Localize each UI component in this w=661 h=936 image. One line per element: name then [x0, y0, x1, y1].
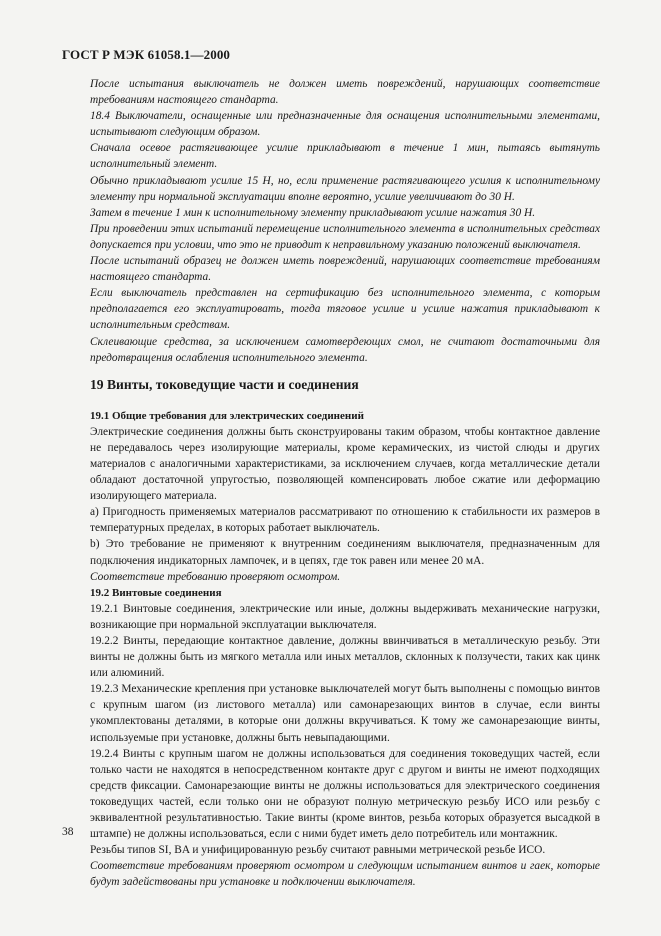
subsection-title-19-1: 19.1 Общие требования для электрических соединений [90, 409, 364, 422]
page-number: 38 [62, 826, 74, 838]
paragraph: Электрические соединения должны быть сконструированы таким образом, чтобы контактное давление не передавалось через изолирующие материалы, кроме керамических, из чистой слюды и других материалов с аналогичными характеристиками, за исключением случаев, когда металлические детали обладают достаточной упругостью, позволяющей компенсировать любое сжатие или деформацию изолирующего материала. [90, 425, 600, 503]
paragraph: 18.4 Выключатели, оснащенные или предназначенные для оснащения исполнительными элементами, испытывают следующим образом. [90, 110, 600, 139]
paragraph: Если выключатель представлен на сертификацию без исполнительного элемента, с которым предполагается его эксплуатировать, тогда тяговое усилие и усилие нажатия прикладывают к исполнительным средствам. [90, 287, 600, 332]
paragraph: а) Пригодность применяемых материалов рассматривают по отношению к стабильности их размеров в температурных пределах, в которых работает выключатель. [90, 506, 600, 535]
paragraph: Затем в течение 1 мин к исполнительному элементу прикладывают усилие нажатия 30 Н. [90, 206, 536, 219]
subsection-title-19-2: 19.2 Винтовые соединения [90, 586, 222, 599]
paragraph: После испытаний образец не должен иметь повреждений, нарушающих соответствие требованиям настоящего стандарта. [90, 255, 600, 284]
paragraph: Склеивающие средства, за исключением самотвердеющих смол, не считают достаточными для предотвращения ослабления исполнительного элемента. [90, 335, 600, 364]
paragraph: После испытания выключатель не должен иметь повреждений, нарушающих соответствие требованиям настоящего стандарта. [90, 78, 600, 107]
paragraph: Обычно прикладывают усилие 15 Н, но, если применение растягивающего усилия к исполнительному элементу при нормальной эксплуатации вполне вероятно, усилие увеличивают до 30 Н. [90, 174, 600, 203]
paragraph: Соответствие требованиям проверяют осмотром и следующим испытанием винтов и гаек, которые будут задействованы при установке и подключении выключателя. [90, 860, 600, 889]
top-paragraphs [90, 76, 600, 366]
paragraph: Соответствие требованию проверяют осмотром. [90, 570, 341, 583]
paragraph: b) Это требование не применяют к внутренним соединениям выключателя, предназначенным для подключения индикаторных лампочек, и в цепях, где ток равен или менее 20 мА. [90, 538, 600, 567]
paragraph: 19.2.1 Винтовые соединения, электрические или иные, должны выдерживать механические нагрузки, возникающие при нормальной эксплуатации выключателя. [90, 602, 600, 631]
subsection-19-2-paragraphs [90, 601, 600, 891]
paragraph: 19.2.3 Механические крепления при установке выключателей могут быть выполнены с помощью винтов с крупным шагом (из листового металла) или самонарезающих винтов в случае, если винты укомплектованы деталями, в которые они должны вкручиваться. К тому же самонарезающие винты, используемые при установке, должны быть невыпадающими. [90, 683, 600, 744]
paragraph: При проведении этих испытаний перемещение исполнительного элемента в исполнительных средствах допускается при условии, что это не приводит к неправильному указанию положений выключателя. [90, 222, 600, 251]
subsection-19-1-paragraphs [90, 424, 600, 585]
document-body [90, 76, 600, 891]
paragraph: 19.2.4 Винты с крупным шагом не должны использоваться для соединения токоведущих частей, если только части не находятся в непосредственном контакте друг с другом и винты не имеют подходящих средств фиксации. Самонарезающие винты не должны использоваться для электрического соединения токоведущих частей, если только они не образуют полную метрическую резьбу ИСО или резьбу с эквивалентной результативностью. Такие винты (кроме винтов, резьба которых образуется высадкой в штампе) не должны использоваться, если с ними будет иметь дело потребитель или монтажник. [90, 747, 600, 841]
paragraph: Сначала осевое растягивающее усилие прикладывают в течение 1 мин, пытаясь вытянуть исполнительный элемент. [90, 142, 600, 171]
section-title: 19 Винты, токоведущие части и соединения [90, 376, 359, 392]
paragraph: Резьбы типов SI, BA и унифицированную резьбу считают равными метрической резьбе ИСО. [90, 844, 546, 857]
document-header: ГОСТ Р МЭК 61058.1—2000 [62, 47, 231, 62]
paragraph: 19.2.2 Винты, передающие контактное давление, должны ввинчиваться в металлическую резьбу. Эти винты не должны быть из мягкого металла или иных металлов, склонных к ползучести, таких как цинк или алюминий. [90, 635, 600, 680]
